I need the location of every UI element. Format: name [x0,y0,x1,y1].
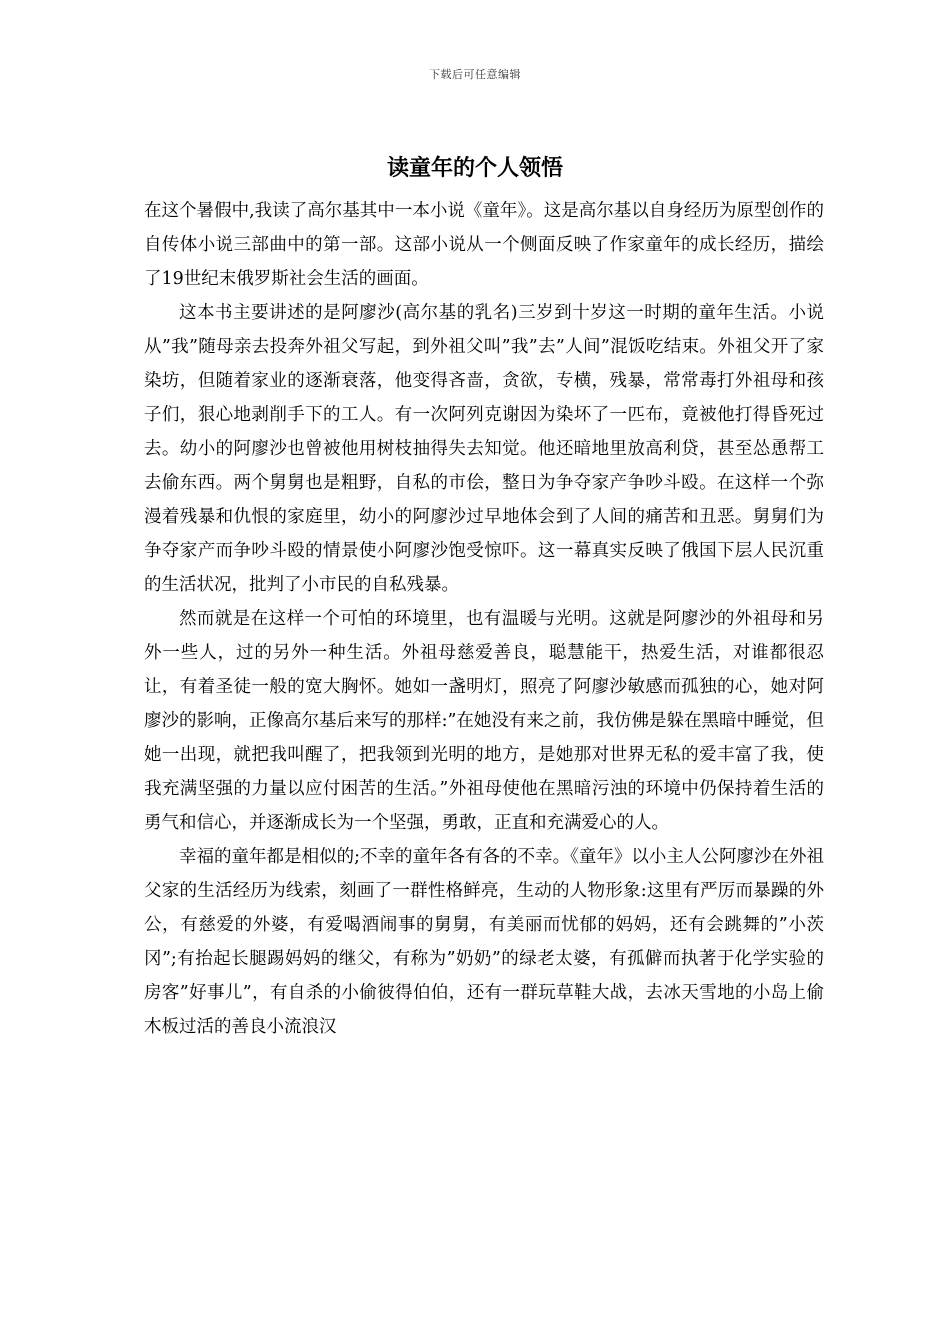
document-title: 读童年的个人领悟 [386,155,563,181]
paragraph-3: 然而就是在这样一个可怕的环境里，也有温暖与光明。这就是阿廖沙的外祖母和另外一些人，过的另外一种生活。外祖母慈爱善良，聪慧能干，热爱生活，对谁都很忍让，有着圣徒一般的宽大胸怀。她如一盏明灯，照亮了阿廖沙敏感而孤独的心，她对阿廖沙的影响，正像高尔基后来写的那样:”在她没有来之前，我仿佛是躲在黑暗中睡觉，但她一出现，就把我叫醒了，把我领到光明的地方，是她那对世界无私的爱丰富了我，使我充满坚强的力量以应付困苦的生活。”外祖母使他在黑暗污浊的环境中仍保持着生活的勇气和信心，并逐渐成长为一个坚强，勇敢，正直和充满爱心的人。 [144,609,824,833]
paragraph-4: 幸福的童年都是相似的;不幸的童年各有各的不幸。《童年》以小主人公阿廖沙在外祖父家的生活经历为线索，刻画了一群性格鲜亮，生动的人物形象:这里有严厉而暴躁的外公，有慈爱的外婆，有爱喝酒闹事的舅舅，有美丽而忧郁的妈妈，还有会跳舞的”小茨冈”;有抬起长腿踢妈妈的继父，有称为”奶奶”的绿老太婆，有孤僻而执著于化学实验的房客”好事儿”，有自杀的小偷彼得伯伯，还有一群玩草鞋大战，去冰天雪地的小岛上偷木板过活的善良小流浪汉 [144,847,824,1037]
document-body [144,194,824,1044]
paragraph-1: 在这个暑假中,我读了高尔基其中一本小说《童年》。这是高尔基以自身经历为原型创作的自传体小说三部曲中的第一部。这部小说从一个侧面反映了作家童年的成长经历，描绘了19世纪末俄罗斯社会生活的画面。 [144,201,824,289]
paragraph-2: 这本书主要讲述的是阿廖沙(高尔基的乳名)三岁到十岁这一时期的童年生活。小说从”我”随母亲去投奔外祖父写起，到外祖父叫”我”去”人间”混饭吃结束。外祖父开了家染坊，但随着家业的逐渐衰落，他变得吝啬，贪欲，专横，残暴，常常毒打外祖母和孩子们，狠心地剥削手下的工人。有一次阿列克谢因为染坏了一匹布，竟被他打得昏死过去。幼小的阿廖沙也曾被他用树枝抽得失去知觉。他还暗地里放高利贷，甚至怂恿帮工去偷东西。两个舅舅也是粗野，自私的市侩，整日为争夺家产争吵斗殴。在这样一个弥漫着残暴和仇恨的家庭里，幼小的阿廖沙过早地体会到了人间的痛苦和丑恶。舅舅们为争夺家产而争吵斗殴的情景使小阿廖沙饱受惊吓。这一幕真实反映了俄国下层人民沉重的生活状况，批判了小市民的自私残暴。 [144,303,824,595]
page-header-note: 下载后可任意编辑 [429,68,521,81]
